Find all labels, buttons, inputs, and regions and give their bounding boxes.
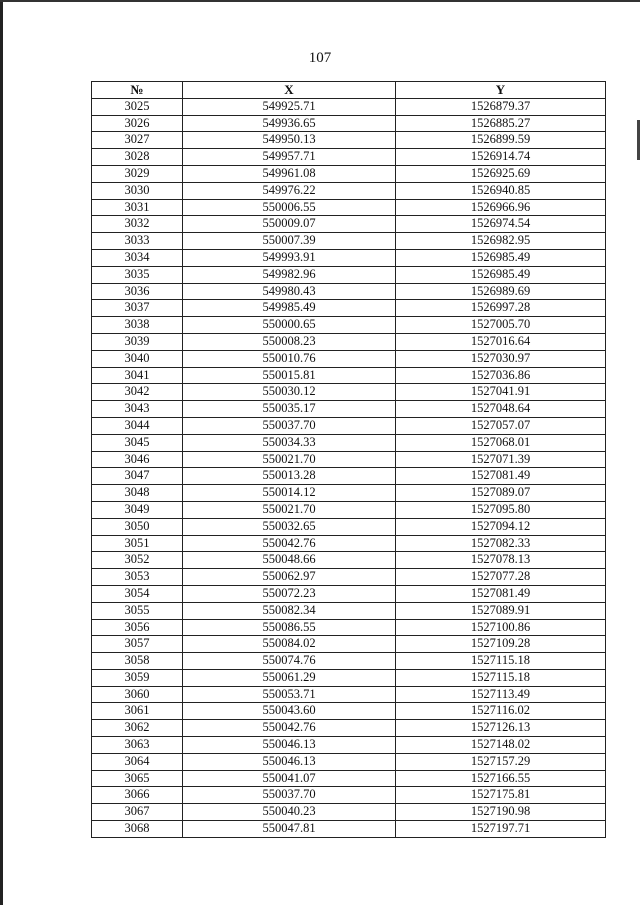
table-row [92,669,606,686]
y-coordinate-cell: 1526997.28 [396,300,606,317]
table-row [92,753,606,770]
x-coordinate-cell: 550010.76 [183,350,396,367]
point-number-cell: 3051 [92,535,183,552]
point-number-cell: 3065 [92,770,183,787]
point-number-cell: 3025 [92,98,183,115]
x-coordinate-cell: 550047.81 [183,821,396,838]
point-number-cell: 3059 [92,669,183,686]
point-number-cell: 3052 [92,552,183,569]
y-coordinate-cell: 1527157.29 [396,753,606,770]
point-number-cell: 3054 [92,585,183,602]
x-coordinate-cell: 550000.65 [183,317,396,334]
y-coordinate-cell: 1527089.91 [396,602,606,619]
table-row [92,434,606,451]
column-header-y: Y [396,82,606,99]
point-number-cell: 3044 [92,417,183,434]
y-coordinate-cell: 1527197.71 [396,821,606,838]
x-coordinate-cell: 549982.96 [183,266,396,283]
x-coordinate-cell: 549950.13 [183,132,396,149]
x-coordinate-cell: 549976.22 [183,182,396,199]
y-coordinate-cell: 1527166.55 [396,770,606,787]
point-number-cell: 3035 [92,266,183,283]
y-coordinate-cell: 1527115.18 [396,653,606,670]
table-row [92,182,606,199]
table-row [92,636,606,653]
y-coordinate-cell: 1527005.70 [396,317,606,334]
table-row [92,165,606,182]
table-header [92,82,606,99]
x-coordinate-cell: 549980.43 [183,283,396,300]
y-coordinate-cell: 1527116.02 [396,703,606,720]
x-coordinate-cell: 550034.33 [183,434,396,451]
y-coordinate-cell: 1527089.07 [396,485,606,502]
y-coordinate-cell: 1526985.49 [396,266,606,283]
table-row [92,804,606,821]
table-row [92,720,606,737]
point-number-cell: 3062 [92,720,183,737]
table-row [92,821,606,838]
table-row [92,115,606,132]
y-coordinate-cell: 1527094.12 [396,518,606,535]
table-row [92,602,606,619]
table-row [92,787,606,804]
table-row [92,216,606,233]
table-row [92,317,606,334]
x-coordinate-cell: 550062.97 [183,569,396,586]
point-number-cell: 3061 [92,703,183,720]
x-coordinate-cell: 550006.55 [183,199,396,216]
y-coordinate-cell: 1527095.80 [396,501,606,518]
x-coordinate-cell: 550082.34 [183,602,396,619]
point-number-cell: 3067 [92,804,183,821]
point-number-cell: 3058 [92,653,183,670]
x-coordinate-cell: 550009.07 [183,216,396,233]
table-row [92,199,606,216]
y-coordinate-cell: 1527057.07 [396,417,606,434]
point-number-cell: 3032 [92,216,183,233]
table-row [92,283,606,300]
point-number-cell: 3063 [92,737,183,754]
x-coordinate-cell: 550072.23 [183,585,396,602]
point-number-cell: 3039 [92,333,183,350]
point-number-cell: 3027 [92,132,183,149]
table-body [92,98,606,837]
point-number-cell: 3050 [92,518,183,535]
table-row [92,350,606,367]
x-coordinate-cell: 550046.13 [183,737,396,754]
y-coordinate-cell: 1526925.69 [396,165,606,182]
page-number: 107 [308,50,332,66]
scan-edge-left [0,0,3,905]
x-coordinate-cell: 550030.12 [183,384,396,401]
y-coordinate-cell: 1527081.49 [396,468,606,485]
y-coordinate-cell: 1527071.39 [396,451,606,468]
point-number-cell: 3034 [92,249,183,266]
point-number-cell: 3042 [92,384,183,401]
y-coordinate-cell: 1527030.97 [396,350,606,367]
table-row [92,737,606,754]
table-row [92,451,606,468]
table-row [92,367,606,384]
table-row [92,585,606,602]
x-coordinate-cell: 550015.81 [183,367,396,384]
table-row [92,98,606,115]
point-number-cell: 3045 [92,434,183,451]
x-coordinate-cell: 549957.71 [183,149,396,166]
point-number-cell: 3066 [92,787,183,804]
y-coordinate-cell: 1527077.28 [396,569,606,586]
table-row [92,485,606,502]
y-coordinate-cell: 1526985.49 [396,249,606,266]
x-coordinate-cell: 550021.70 [183,501,396,518]
table-row [92,703,606,720]
point-number-cell: 3057 [92,636,183,653]
table-row [92,552,606,569]
table-row [92,300,606,317]
table-row [92,686,606,703]
point-number-cell: 3029 [92,165,183,182]
table-row [92,233,606,250]
y-coordinate-cell: 1527148.02 [396,737,606,754]
y-coordinate-cell: 1526974.54 [396,216,606,233]
point-number-cell: 3064 [92,753,183,770]
x-coordinate-cell: 550041.07 [183,770,396,787]
y-coordinate-cell: 1527036.86 [396,367,606,384]
point-number-cell: 3031 [92,199,183,216]
table-row [92,401,606,418]
table-row [92,132,606,149]
table-row [92,417,606,434]
point-number-cell: 3048 [92,485,183,502]
y-coordinate-cell: 1527113.49 [396,686,606,703]
point-number-cell: 3053 [92,569,183,586]
point-number-cell: 3036 [92,283,183,300]
table-row [92,468,606,485]
x-coordinate-cell: 550042.76 [183,535,396,552]
table-row [92,770,606,787]
x-coordinate-cell: 550084.02 [183,636,396,653]
x-coordinate-cell: 550048.66 [183,552,396,569]
table-row [92,249,606,266]
table-row [92,653,606,670]
point-number-cell: 3033 [92,233,183,250]
y-coordinate-cell: 1526966.96 [396,199,606,216]
y-coordinate-cell: 1527068.01 [396,434,606,451]
table-header-row [92,82,606,99]
table-row [92,384,606,401]
x-coordinate-cell: 550061.29 [183,669,396,686]
y-coordinate-cell: 1526940.85 [396,182,606,199]
y-coordinate-cell: 1527081.49 [396,585,606,602]
y-coordinate-cell: 1526899.59 [396,132,606,149]
y-coordinate-cell: 1527100.86 [396,619,606,636]
table-row [92,569,606,586]
y-coordinate-cell: 1527041.91 [396,384,606,401]
x-coordinate-cell: 549985.49 [183,300,396,317]
point-number-cell: 3041 [92,367,183,384]
table-row [92,619,606,636]
point-number-cell: 3068 [92,821,183,838]
y-coordinate-cell: 1527126.13 [396,720,606,737]
y-coordinate-cell: 1527082.33 [396,535,606,552]
x-coordinate-cell: 550013.28 [183,468,396,485]
column-header-number: № [92,82,183,99]
point-number-cell: 3040 [92,350,183,367]
x-coordinate-cell: 550008.23 [183,333,396,350]
y-coordinate-cell: 1526982.95 [396,233,606,250]
x-coordinate-cell: 550037.70 [183,787,396,804]
x-coordinate-cell: 550037.70 [183,417,396,434]
point-number-cell: 3046 [92,451,183,468]
x-coordinate-cell: 549925.71 [183,98,396,115]
scan-edge-top [0,0,640,2]
y-coordinate-cell: 1526879.37 [396,98,606,115]
x-coordinate-cell: 549993.91 [183,249,396,266]
y-coordinate-cell: 1526914.74 [396,149,606,166]
point-number-cell: 3056 [92,619,183,636]
y-coordinate-cell: 1526989.69 [396,283,606,300]
x-coordinate-cell: 550035.17 [183,401,396,418]
table-row [92,535,606,552]
column-header-x: X [183,82,396,99]
y-coordinate-cell: 1527048.64 [396,401,606,418]
y-coordinate-cell: 1527115.18 [396,669,606,686]
point-number-cell: 3047 [92,468,183,485]
point-number-cell: 3028 [92,149,183,166]
point-number-cell: 3049 [92,501,183,518]
x-coordinate-cell: 549936.65 [183,115,396,132]
x-coordinate-cell: 550042.76 [183,720,396,737]
table-row [92,149,606,166]
point-number-cell: 3026 [92,115,183,132]
x-coordinate-cell: 549961.08 [183,165,396,182]
y-coordinate-cell: 1527109.28 [396,636,606,653]
x-coordinate-cell: 550007.39 [183,233,396,250]
point-number-cell: 3060 [92,686,183,703]
x-coordinate-cell: 550074.76 [183,653,396,670]
point-number-cell: 3037 [92,300,183,317]
x-coordinate-cell: 550032.65 [183,518,396,535]
x-coordinate-cell: 550014.12 [183,485,396,502]
table-row [92,266,606,283]
x-coordinate-cell: 550021.70 [183,451,396,468]
y-coordinate-cell: 1527175.81 [396,787,606,804]
x-coordinate-cell: 550046.13 [183,753,396,770]
point-number-cell: 3055 [92,602,183,619]
table-row [92,501,606,518]
x-coordinate-cell: 550040.23 [183,804,396,821]
y-coordinate-cell: 1527190.98 [396,804,606,821]
y-coordinate-cell: 1527016.64 [396,333,606,350]
y-coordinate-cell: 1526885.27 [396,115,606,132]
y-coordinate-cell: 1527078.13 [396,552,606,569]
point-number-cell: 3043 [92,401,183,418]
x-coordinate-cell: 550086.55 [183,619,396,636]
table-row [92,518,606,535]
table-row [92,333,606,350]
point-number-cell: 3038 [92,317,183,334]
x-coordinate-cell: 550043.60 [183,703,396,720]
coordinates-table [91,81,606,838]
point-number-cell: 3030 [92,182,183,199]
x-coordinate-cell: 550053.71 [183,686,396,703]
